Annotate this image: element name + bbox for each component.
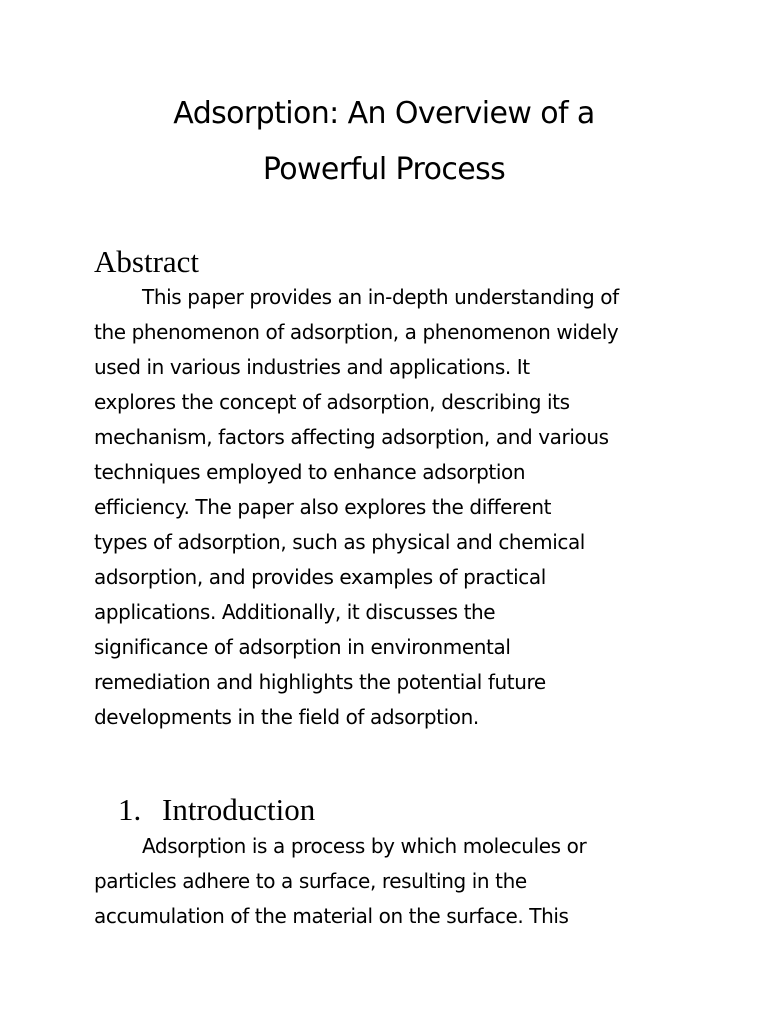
introduction-heading	[118, 793, 315, 827]
text-line: remediation and highlights the potential future	[94, 670, 546, 694]
section-title: Introduction	[162, 792, 316, 827]
title-line: Powerful Process	[262, 152, 506, 187]
section-number: 1.	[118, 792, 142, 827]
text-line: efficiency. The paper also explores the different	[94, 495, 552, 519]
text-line: accumulation of the material on the surface. This	[94, 904, 569, 928]
abstract-paragraph	[94, 280, 694, 735]
text-line: Adsorption is a process by which molecules or	[142, 834, 587, 858]
text-line: particles adhere to a surface, resulting in the	[94, 869, 527, 893]
text-line: applications. Additionally, it discusses the	[94, 600, 496, 624]
text-line: the phenomenon of adsorption, a phenomenon widely	[94, 320, 619, 344]
text-line: This paper provides an in-depth understanding of	[142, 285, 619, 309]
paper-title	[60, 86, 708, 198]
text-line: significance of adsorption in environmental	[94, 635, 511, 659]
text-line: explores the concept of adsorption, describing its	[94, 390, 570, 414]
abstract-heading: Abstract	[94, 244, 200, 279]
introduction-paragraph	[94, 829, 694, 934]
text-line: techniques employed to enhance adsorption	[94, 460, 526, 484]
text-line: types of adsorption, such as physical and chemical	[94, 530, 585, 554]
text-line: developments in the field of adsorption.	[94, 705, 479, 729]
title-line: Adsorption: An Overview of a	[173, 96, 595, 131]
text-line: adsorption, and provides examples of practical	[94, 565, 546, 589]
text-line: mechanism, factors affecting adsorption, and various	[94, 425, 609, 449]
text-line: used in various industries and applications. It	[94, 355, 530, 379]
